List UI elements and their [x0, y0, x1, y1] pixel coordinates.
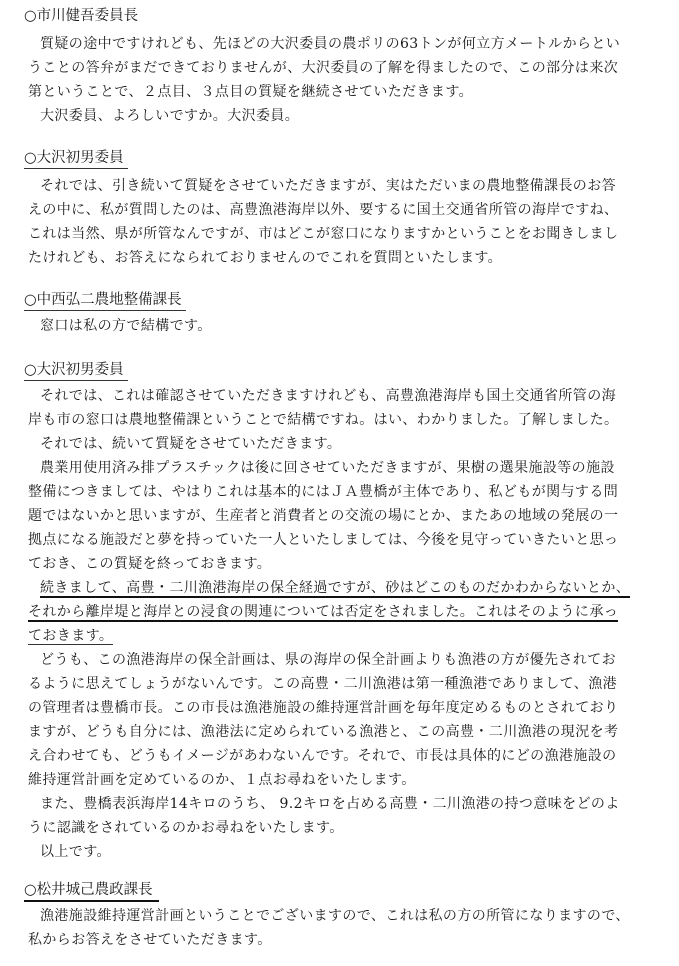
underlined-text: それから離岸堤と海岸との浸食の関連については否定をされました。これはそのように承っ: [28, 604, 619, 620]
text-line: 岸も市の窓口は農地整備課ということで結構ですね。はい、わかりました。了解しました。: [28, 412, 619, 428]
text-line: ますが、どうも自分には、漁港法に定められている漁港と、この高豊・二川漁港の現況を考: [28, 724, 619, 740]
text-line: 題ではないかと思いますが、生産者と消費者との交流の場にとか、またあの地域の発展の一: [28, 508, 619, 524]
text-line: え合わせても、どうもイメージがあわないんです。それで、市長は具体的にどの漁港施設の: [28, 748, 617, 764]
text-line: また、豊橋表浜海岸14キロのうち、 9.2キロを占める高豊・二川漁港の持つ意味をどのよ: [40, 796, 620, 812]
text-line: の管理者は豊橋市長。この市長は漁港施設の維持運営計画を毎年度定めるものとされており: [28, 700, 619, 716]
text-line: 第ということで、２点目、３点目の質疑を継続させていただきます。: [28, 84, 473, 100]
text-line: 窓口は私の方で結構です。: [40, 318, 212, 334]
text-line: ておき、この質疑を終っておきます。: [28, 556, 272, 572]
speaker-heading: ○大沢初男委員: [24, 148, 128, 169]
text-line: 維持運営計画を定めているのか、１点お尋ねをいたします。: [28, 772, 416, 788]
text-line: るように思えてしょうがないんです。この高豊・二川漁港は第一種漁港でありまして、漁港: [28, 676, 617, 692]
text-line: たけれども、お答えになられておりませんのでこれを質問といたします。: [28, 250, 503, 266]
text-line: 農業用使用済み排プラスチックは後に回させていただきますが、果樹の選果施設等の施設: [40, 460, 615, 476]
text-line: これは当然、県が所管なんですが、市はどこが窓口になりますかということをお聞きしまし: [28, 226, 619, 242]
speaker-heading: ○中西弘二農地整備課長: [24, 290, 186, 311]
text-line: 以上です。: [40, 844, 111, 860]
text-line: [28, 626, 658, 646]
text-line: [40, 578, 670, 598]
underlined-text: ておきます。: [28, 628, 114, 644]
speaker-heading: ○松井城己農政課長: [24, 880, 159, 902]
text-line: [28, 602, 658, 622]
text-line: それでは、これは確認させていただきますけれども、高豊漁港海岸も国土交通省所管の海: [40, 388, 616, 404]
text-line: それでは、引き続いて質疑をさせていただきますが、実はただいまの農地整備課長のお答: [40, 178, 616, 194]
speaker-heading: ○市川健吾委員長: [24, 8, 139, 24]
text-line: 整備につきましては、やはりこれは基本的にはＪＡ豊橋が主体であり、私どもが関与する問: [28, 484, 619, 500]
underlined-text: 続きまして、高豊・二川漁港海岸の保全経過ですが、砂はどこのものだかわからないとか、: [40, 580, 631, 596]
text-line: 大沢委員、よろしいですか。大沢委員。: [40, 108, 300, 124]
text-line: 拠点になる施設だと夢を持っていた一人といたしましては、今後を見守っていきたいと思っ: [28, 532, 619, 548]
text-line: うに認識をされているのかお尋ねをいたします。: [28, 820, 344, 836]
text-line: 質疑の途中ですけれども、先ほどの大沢委員の農ポリの63トンが何立方メートルからとい: [40, 36, 621, 52]
text-line: どうも、この漁港海岸の保全計画は、県の海岸の保全計画よりも漁港の方が優先されてお: [40, 652, 616, 668]
speaker-heading: ○大沢初男委員: [24, 360, 128, 381]
text-line: それでは、続いて質疑をさせていただきます。: [40, 436, 342, 452]
text-line: えの中に、私が質問したのは、高豊漁港海岸以外、要するに国土交通省所管の海岸ですね、: [28, 202, 619, 218]
text-line: うことの答弁がまだできておりませんが、大沢委員の了解を得ましたので、この部分は来次: [28, 60, 619, 76]
text-line: 私からお答えをさせていただきます。: [28, 932, 272, 948]
text-line: 漁港施設維持運営計画ということでございますので、これは私の方の所管になりますので、: [40, 908, 630, 924]
